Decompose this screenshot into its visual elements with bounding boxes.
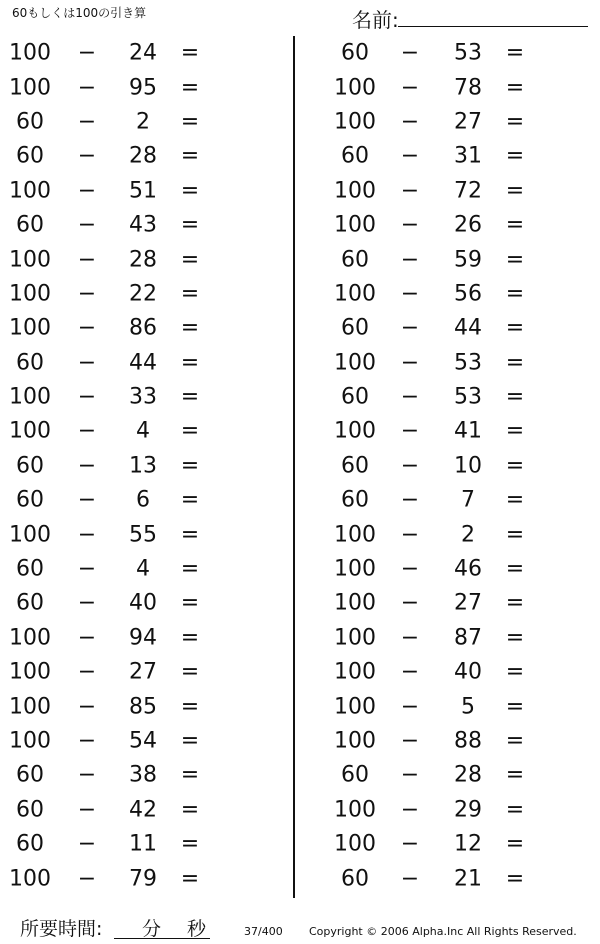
- minus-sign: −: [77, 40, 97, 66]
- problem-row: [0, 208, 290, 242]
- minuend: 100: [9, 728, 51, 754]
- minus-sign: −: [400, 831, 420, 857]
- equals-sign: =: [505, 40, 525, 66]
- minuend: 100: [334, 281, 376, 307]
- minus-sign: −: [77, 762, 97, 788]
- subtrahend: 43: [129, 212, 157, 238]
- problem-row: [0, 346, 290, 380]
- minuend: 100: [9, 418, 51, 444]
- minuend: 100: [334, 556, 376, 582]
- minuend: 100: [9, 659, 51, 685]
- problem-row: [296, 174, 586, 208]
- minus-sign: −: [400, 625, 420, 651]
- minus-sign: −: [400, 694, 420, 720]
- equals-sign: =: [180, 75, 200, 101]
- problem-row: [296, 277, 586, 311]
- subtrahend: 28: [129, 143, 157, 169]
- problem-row: [296, 655, 586, 689]
- minus-sign: −: [400, 178, 420, 204]
- minus-sign: −: [77, 75, 97, 101]
- subtrahend: 22: [129, 281, 157, 307]
- problem-row: [0, 517, 290, 551]
- minus-sign: −: [400, 556, 420, 582]
- minuend: 60: [16, 831, 44, 857]
- subtrahend: 12: [454, 831, 482, 857]
- minuend: 100: [9, 694, 51, 720]
- equals-sign: =: [505, 694, 525, 720]
- equals-sign: =: [180, 694, 200, 720]
- equals-sign: =: [180, 831, 200, 857]
- subtrahend: 94: [129, 625, 157, 651]
- subtrahend: 27: [454, 590, 482, 616]
- problem-row: [0, 174, 290, 208]
- minus-sign: −: [77, 625, 97, 651]
- minus-sign: −: [400, 143, 420, 169]
- subtrahend: 21: [454, 866, 482, 892]
- minus-sign: −: [400, 866, 420, 892]
- subtrahend: 42: [129, 797, 157, 823]
- equals-sign: =: [505, 143, 525, 169]
- subtrahend: 4: [136, 556, 150, 582]
- subtrahend: 24: [129, 40, 157, 66]
- subtrahend: 28: [454, 762, 482, 788]
- equals-sign: =: [505, 178, 525, 204]
- minus-sign: −: [77, 315, 97, 341]
- minus-sign: −: [400, 212, 420, 238]
- minuend: 60: [16, 487, 44, 513]
- problem-row: [296, 483, 586, 517]
- problem-row: [0, 483, 290, 517]
- minus-sign: −: [400, 418, 420, 444]
- minuend: 60: [341, 866, 369, 892]
- minuend: 100: [334, 178, 376, 204]
- problem-row: [0, 724, 290, 758]
- equals-sign: =: [505, 831, 525, 857]
- minus-sign: −: [77, 728, 97, 754]
- problem-row: [296, 311, 586, 345]
- problem-row: [296, 724, 586, 758]
- problem-row: [0, 689, 290, 723]
- minus-sign: −: [77, 350, 97, 376]
- subtrahend: 40: [454, 659, 482, 685]
- equals-sign: =: [505, 418, 525, 444]
- subtrahend: 46: [454, 556, 482, 582]
- minuend: 60: [16, 556, 44, 582]
- subtrahend: 95: [129, 75, 157, 101]
- problem-row: [0, 242, 290, 276]
- seconds-unit: 秒: [187, 918, 207, 940]
- problem-row: [296, 586, 586, 620]
- problem-row: [296, 621, 586, 655]
- equals-sign: =: [505, 350, 525, 376]
- equals-sign: =: [180, 453, 200, 479]
- problem-row: [296, 414, 586, 448]
- equals-sign: =: [505, 625, 525, 651]
- equals-sign: =: [180, 522, 200, 548]
- minus-sign: −: [77, 178, 97, 204]
- subtrahend: 54: [129, 728, 157, 754]
- left-problem-column: [0, 36, 290, 896]
- worksheet-title: 60もしくは100の引き算: [12, 6, 147, 20]
- subtrahend: 2: [136, 109, 150, 135]
- equals-sign: =: [180, 212, 200, 238]
- minus-sign: −: [77, 418, 97, 444]
- problem-row: [0, 552, 290, 586]
- subtrahend: 44: [454, 315, 482, 341]
- equals-sign: =: [180, 625, 200, 651]
- minuend: 100: [9, 281, 51, 307]
- minuend: 60: [341, 762, 369, 788]
- subtrahend: 88: [454, 728, 482, 754]
- minus-sign: −: [77, 212, 97, 238]
- equals-sign: =: [505, 762, 525, 788]
- minuend: 60: [341, 247, 369, 273]
- minuend: 60: [16, 797, 44, 823]
- problem-row: [0, 449, 290, 483]
- equals-sign: =: [180, 866, 200, 892]
- subtrahend: 38: [129, 762, 157, 788]
- subtrahend: 86: [129, 315, 157, 341]
- minus-sign: −: [400, 281, 420, 307]
- problem-row: [0, 139, 290, 173]
- minus-sign: −: [400, 453, 420, 479]
- minus-sign: −: [400, 109, 420, 135]
- problem-row: [296, 208, 586, 242]
- minus-sign: −: [77, 659, 97, 685]
- minus-sign: −: [77, 143, 97, 169]
- problem-row: [296, 449, 586, 483]
- minus-sign: −: [400, 522, 420, 548]
- subtrahend: 87: [454, 625, 482, 651]
- minus-sign: −: [400, 762, 420, 788]
- minus-sign: −: [77, 522, 97, 548]
- time-label: 所要時間:: [20, 918, 103, 940]
- minus-sign: −: [77, 866, 97, 892]
- subtrahend: 41: [454, 418, 482, 444]
- minuend: 60: [16, 762, 44, 788]
- minus-sign: −: [77, 797, 97, 823]
- equals-sign: =: [180, 590, 200, 616]
- name-label: 名前:: [352, 8, 399, 32]
- minuend: 60: [341, 315, 369, 341]
- problem-row: [296, 861, 586, 895]
- minus-sign: −: [400, 797, 420, 823]
- equals-sign: =: [505, 590, 525, 616]
- minus-sign: −: [77, 247, 97, 273]
- problem-row: [296, 552, 586, 586]
- minuend: 60: [16, 590, 44, 616]
- minus-sign: −: [77, 281, 97, 307]
- problem-row: [296, 517, 586, 551]
- problem-row: [0, 277, 290, 311]
- equals-sign: =: [505, 212, 525, 238]
- equals-sign: =: [505, 315, 525, 341]
- subtrahend: 53: [454, 384, 482, 410]
- copyright-notice: Copyright © 2006 Alpha.Inc All Rights Reserved.: [309, 925, 577, 938]
- problem-row: [0, 414, 290, 448]
- subtrahend: 55: [129, 522, 157, 548]
- minuend: 100: [334, 831, 376, 857]
- minus-sign: −: [77, 453, 97, 479]
- equals-sign: =: [505, 109, 525, 135]
- minuend: 100: [334, 418, 376, 444]
- problem-row: [296, 793, 586, 827]
- minutes-unit: 分: [142, 918, 162, 940]
- subtrahend: 72: [454, 178, 482, 204]
- minuend: 100: [9, 178, 51, 204]
- equals-sign: =: [505, 247, 525, 273]
- subtrahend: 5: [461, 694, 475, 720]
- minuend: 100: [9, 75, 51, 101]
- problem-row: [0, 655, 290, 689]
- problem-row: [296, 242, 586, 276]
- problem-row: [0, 70, 290, 104]
- problem-row: [296, 689, 586, 723]
- subtrahend: 79: [129, 866, 157, 892]
- problem-row: [0, 793, 290, 827]
- minus-sign: −: [400, 247, 420, 273]
- subtrahend: 53: [454, 40, 482, 66]
- minuend: 100: [334, 109, 376, 135]
- equals-sign: =: [505, 797, 525, 823]
- subtrahend: 10: [454, 453, 482, 479]
- minuend: 100: [9, 522, 51, 548]
- minus-sign: −: [77, 590, 97, 616]
- problem-row: [0, 758, 290, 792]
- problem-row: [296, 380, 586, 414]
- name-field-line: [398, 26, 588, 27]
- equals-sign: =: [180, 797, 200, 823]
- minuend: 100: [9, 40, 51, 66]
- problem-row: [296, 70, 586, 104]
- equals-sign: =: [180, 247, 200, 273]
- problem-row: [296, 105, 586, 139]
- minuend: 100: [9, 315, 51, 341]
- equals-sign: =: [180, 659, 200, 685]
- minus-sign: −: [400, 659, 420, 685]
- minus-sign: −: [77, 109, 97, 135]
- equals-sign: =: [180, 384, 200, 410]
- subtrahend: 26: [454, 212, 482, 238]
- equals-sign: =: [505, 556, 525, 582]
- subtrahend: 51: [129, 178, 157, 204]
- problem-row: [0, 380, 290, 414]
- minuend: 60: [341, 40, 369, 66]
- equals-sign: =: [505, 659, 525, 685]
- equals-sign: =: [180, 418, 200, 444]
- minus-sign: −: [77, 487, 97, 513]
- equals-sign: =: [180, 728, 200, 754]
- minus-sign: −: [77, 694, 97, 720]
- subtrahend: 4: [136, 418, 150, 444]
- equals-sign: =: [505, 487, 525, 513]
- minus-sign: −: [400, 75, 420, 101]
- minus-sign: −: [400, 590, 420, 616]
- minuend: 100: [334, 75, 376, 101]
- minuend: 100: [334, 625, 376, 651]
- equals-sign: =: [505, 384, 525, 410]
- equals-sign: =: [180, 762, 200, 788]
- subtrahend: 2: [461, 522, 475, 548]
- minus-sign: −: [400, 315, 420, 341]
- equals-sign: =: [180, 143, 200, 169]
- minuend: 60: [16, 109, 44, 135]
- minus-sign: −: [400, 384, 420, 410]
- column-divider: [293, 36, 295, 898]
- minuend: 100: [9, 247, 51, 273]
- problem-row: [296, 758, 586, 792]
- minuend: 60: [16, 143, 44, 169]
- problem-row: [296, 139, 586, 173]
- minuend: 60: [341, 487, 369, 513]
- subtrahend: 33: [129, 384, 157, 410]
- minuend: 100: [334, 659, 376, 685]
- equals-sign: =: [180, 281, 200, 307]
- problem-row: [0, 311, 290, 345]
- equals-sign: =: [180, 109, 200, 135]
- equals-sign: =: [505, 866, 525, 892]
- minuend: 60: [341, 143, 369, 169]
- minus-sign: −: [400, 40, 420, 66]
- equals-sign: =: [180, 40, 200, 66]
- minuend: 100: [334, 590, 376, 616]
- subtrahend: 13: [129, 453, 157, 479]
- equals-sign: =: [180, 556, 200, 582]
- equals-sign: =: [180, 487, 200, 513]
- equals-sign: =: [505, 728, 525, 754]
- subtrahend: 29: [454, 797, 482, 823]
- minuend: 60: [341, 453, 369, 479]
- equals-sign: =: [180, 315, 200, 341]
- minus-sign: −: [400, 350, 420, 376]
- minuend: 100: [334, 212, 376, 238]
- subtrahend: 78: [454, 75, 482, 101]
- minuend: 100: [334, 350, 376, 376]
- equals-sign: =: [505, 281, 525, 307]
- minus-sign: −: [400, 487, 420, 513]
- subtrahend: 28: [129, 247, 157, 273]
- subtrahend: 85: [129, 694, 157, 720]
- subtrahend: 27: [454, 109, 482, 135]
- minus-sign: −: [400, 728, 420, 754]
- minuend: 100: [9, 625, 51, 651]
- problem-row: [0, 105, 290, 139]
- problem-row: [0, 621, 290, 655]
- page-number: 37/400: [244, 925, 283, 938]
- subtrahend: 6: [136, 487, 150, 513]
- subtrahend: 59: [454, 247, 482, 273]
- problem-row: [0, 36, 290, 70]
- minuend: 100: [334, 522, 376, 548]
- minuend: 100: [9, 384, 51, 410]
- equals-sign: =: [505, 453, 525, 479]
- subtrahend: 11: [129, 831, 157, 857]
- subtrahend: 40: [129, 590, 157, 616]
- problem-row: [296, 346, 586, 380]
- minuend: 60: [16, 350, 44, 376]
- problem-row: [0, 861, 290, 895]
- minuend: 100: [334, 797, 376, 823]
- equals-sign: =: [180, 178, 200, 204]
- subtrahend: 53: [454, 350, 482, 376]
- subtrahend: 31: [454, 143, 482, 169]
- minus-sign: −: [77, 556, 97, 582]
- minus-sign: −: [77, 384, 97, 410]
- subtrahend: 44: [129, 350, 157, 376]
- minuend: 60: [341, 384, 369, 410]
- minuend: 60: [16, 453, 44, 479]
- equals-sign: =: [505, 75, 525, 101]
- minuend: 60: [16, 212, 44, 238]
- subtrahend: 56: [454, 281, 482, 307]
- minuend: 100: [334, 728, 376, 754]
- minuend: 100: [334, 694, 376, 720]
- right-problem-column: [296, 36, 586, 896]
- problem-row: [0, 586, 290, 620]
- minuend: 100: [9, 866, 51, 892]
- minus-sign: −: [77, 831, 97, 857]
- subtrahend: 7: [461, 487, 475, 513]
- problem-row: [0, 827, 290, 861]
- problem-row: [296, 36, 586, 70]
- problem-row: [296, 827, 586, 861]
- equals-sign: =: [505, 522, 525, 548]
- equals-sign: =: [180, 350, 200, 376]
- subtrahend: 27: [129, 659, 157, 685]
